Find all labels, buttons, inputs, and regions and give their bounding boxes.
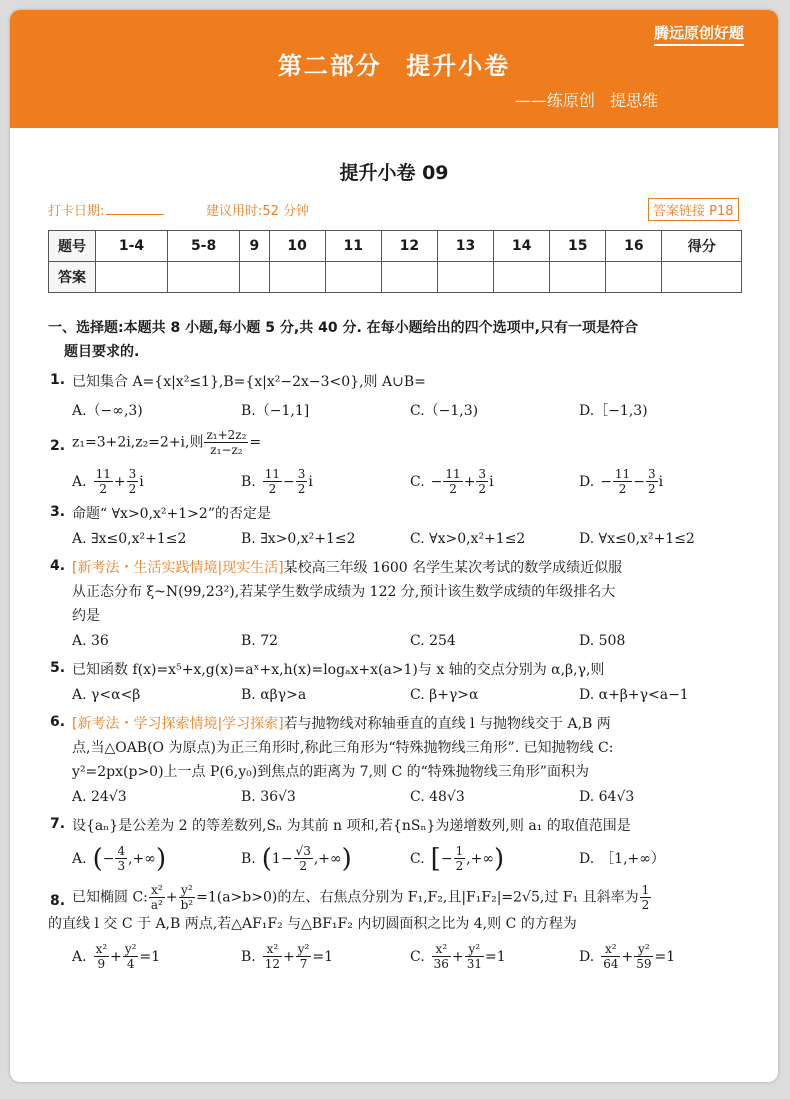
question-number: 4. [50,558,66,574]
question-number: 1. [50,372,66,388]
answer-cell[interactable] [494,262,550,293]
operator: − [633,473,645,490]
question-6 [48,712,748,808]
option-letter: B. [241,473,256,490]
denominator: 9 [97,957,106,971]
fraction [94,467,113,496]
numerator: y² [179,883,196,898]
numerator: y² [297,942,310,956]
answer-cell[interactable] [269,262,325,293]
denominator: 36 [433,957,449,971]
answer-cell[interactable] [606,262,662,293]
imag-unit: i [489,473,494,490]
question-number: 5. [50,660,66,676]
stem-text: 已知椭圆 C: [72,889,148,906]
denominator: 12 [264,957,281,971]
option-letter: B. [241,948,256,965]
stem-text: y²=2px(p>0)上一点 P(6,y₀)到焦点的距离为 7,则 C 的“特殊抛物线三角形”面积为 [72,764,589,780]
denominator: 2 [449,482,457,496]
question-stem: 已知函数 f(x)=x⁵+x,g(x)=aˣ+x,h(x)=logₐx+x(a>1)与 x 轴的交点分别为 α,β,γ,则 [72,662,605,678]
options-row [72,400,748,422]
denominator: b² [180,898,194,912]
fraction [115,844,127,873]
checkin-date [48,200,164,219]
option-c[interactable] [410,844,579,873]
score-cell: 得分 [662,231,742,262]
denominator: 2 [99,482,108,496]
imag-unit: i [308,473,313,490]
answer-cell[interactable] [550,262,606,293]
equals-one: =1 [139,948,161,965]
score-cell: 14 [494,231,550,262]
numerator: x² [263,942,282,957]
imag-unit: i [658,473,664,490]
answer-link[interactable]: 答案链接 P18 [648,198,739,221]
brand-badge: 腾远原创好题 [654,22,744,46]
score-cell: 9 [240,231,269,262]
fraction [646,467,658,496]
main-title: 第二部分 提升小卷 [277,52,511,80]
stem-text: z₁=3+2i,z₂=2+i,则 [72,434,204,451]
interval-tail: ,+∞ [466,850,495,867]
open-paren: ( [261,843,272,874]
option-b[interactable]: B. 36√3 [241,789,296,805]
stem-text: =1(a>b>0)的左、右焦点分别为 F₁,F₂,且|F₁F₂|=2√5,过 F₁ 且斜率为 [196,889,639,906]
option-letter: D. [579,473,595,490]
question-stem: 已知椭圆 C: $\frac{\text{x²}}{\text{a²}}$ + $\frac{\text{y²}}{\text{b²}}$ =1(a>b>0)的左、右焦点分别为 F₁,F₂,且|F₁F₂|=2√5,过 F₁ 且斜率为 $\frac{1}{2}$ [72,883,650,912]
denominator: 2 [268,482,277,496]
numerator: 11 [614,467,631,481]
option-a[interactable]: A. 36 [72,633,109,649]
option-a[interactable] [72,467,241,496]
stem-text: 某校高三年级 1600 名学生某次考试的数学成绩近似服 [283,560,623,576]
denominator: 2 [647,482,656,496]
operator: + [463,473,476,490]
option-letter: C. [410,850,425,867]
operator: − [600,473,612,490]
option-c[interactable]: C.（−1,3) [410,403,479,419]
fraction [432,942,451,971]
close-paren: ) [341,843,352,874]
option-letter: A. [72,473,87,490]
option-a[interactable]: A. 24√3 [72,789,127,805]
score-cell: 5-8 [168,231,240,262]
options-row [72,630,748,652]
question-tag: [新考法・学习探索情境|学习探索] [72,716,284,732]
question-5 [48,658,748,706]
option-b[interactable]: B.（−1,1] [241,403,310,419]
score-cell: 16 [606,231,662,262]
numerator: x² [432,942,451,957]
option-a[interactable]: A.（−∞,3) [72,403,143,419]
fraction [465,942,484,971]
checkin-blank [106,202,164,215]
operator: − [283,473,295,490]
answer-cell[interactable] [381,262,437,293]
numerator: 3 [128,467,137,481]
denominator: 64 [603,957,619,971]
paper-title: 提升小卷 09 [339,162,449,184]
option-b[interactable] [241,467,410,496]
numerator: 3 [297,467,306,481]
answer-cell[interactable] [662,262,742,293]
numerator: √3 [295,844,311,858]
fraction [613,467,632,496]
numerator: x² [601,942,620,957]
denominator: 4 [126,957,135,971]
operator: + [113,473,126,490]
question-8 [48,883,748,971]
denominator: 2 [128,482,137,496]
score-cell: 15 [550,231,606,262]
questions-area [48,316,748,971]
fraction [263,467,282,496]
question-number: 6. [50,714,66,730]
equals-one: =1 [654,948,676,965]
question-stem [72,556,748,628]
option-a[interactable]: A. $\frac{\text{x²}}{9}$ + $\frac{\text{y²}}{4}$ =1 [72,942,161,971]
header-banner [10,10,778,128]
fraction [454,844,466,873]
suggested-time: 建议用时:52 分钟 [206,204,310,219]
question-1 [48,370,748,422]
option-letter: B. [241,850,256,867]
denominator: 2 [299,859,307,873]
option-letter: D. [579,850,595,867]
checkin-label: 打卡日期: [48,204,105,219]
denominator: 59 [636,957,652,971]
interval-tail: ,+∞ [313,850,342,867]
options-row [72,528,748,550]
denominator: 2 [478,482,487,496]
option-b[interactable]: B. ∃x>0,x²+1≤2 [241,531,356,547]
fraction [443,467,462,496]
numerator: 1 [641,883,650,897]
fraction [123,942,139,971]
option-a[interactable]: A. γ<α<β [72,687,141,703]
denominator: 31 [466,957,482,971]
open-bracket: [ [430,843,441,874]
answer-cell[interactable] [168,262,240,293]
options-row [72,786,748,808]
question-number: 8. [50,893,66,909]
numerator: 1 [455,844,464,858]
option-d[interactable]: D. ∀x≤0,x²+1≤2 [579,531,695,547]
close-paren: ) [494,843,505,874]
operator: − [102,850,115,867]
score-table [48,230,742,293]
option-b[interactable]: B. $\frac{\text{x²}}{12}$ + $\frac{\text{y²}}{7}$ =1 [241,942,333,971]
numerator: x² [95,942,108,956]
fraction [640,883,652,912]
stem-text: = [249,434,262,451]
option-letter: C. [410,948,425,965]
denominator: 7 [299,957,308,971]
fraction [204,428,248,457]
numerator: y² [124,942,137,956]
denominator: 2 [618,482,627,496]
numerator: x² [149,883,165,898]
fraction [296,942,312,971]
exam-page [10,10,778,1082]
numerator: z₁+2z₂ [206,428,247,442]
operator: 1− [271,850,293,867]
option-c[interactable] [410,467,579,496]
stem-text: 从正态分布 ξ~N(99,23²),若某学生数学成绩为 122 分,预计该生数学成绩的年级排名大 [72,584,616,600]
section-heading [48,316,748,364]
options-row [72,684,748,706]
answer-cell[interactable] [325,262,381,293]
score-cell: 11 [325,231,381,262]
option-d[interactable]: D. 508 [579,633,626,649]
option-d[interactable]: D. 64√3 [579,789,635,805]
operator: − [430,473,443,490]
score-table-answer-row [49,262,742,293]
question-3 [48,502,748,550]
fraction [149,883,165,912]
slogan: ——练原创 提思维 [514,91,658,110]
numerator: 11 [264,467,281,481]
score-cell: 题号 [49,231,96,262]
numerator: y² [465,942,484,957]
option-b[interactable]: B. αβγ>a [241,687,307,703]
denominator: 2 [641,898,650,912]
numerator: y² [634,942,653,957]
question-stem-cont: 的直线 l 交 C 于 A,B 两点,若△AF₁F₂ 与△BF₁F₂ 内切圆面积之比为 4,则 C 的方程为 [48,916,577,932]
equals-one: =1 [484,948,506,965]
question-7 [48,814,748,873]
interval-text: ［1,+∞） [600,850,665,867]
answer-cell[interactable] [437,262,493,293]
option-a[interactable]: A. ∃x≤0,x²+1≤2 [72,531,187,547]
option-d[interactable]: D.［−1,3) [579,403,648,419]
answer-cell[interactable] [240,262,269,293]
denominator: 3 [117,859,126,873]
option-d[interactable] [579,849,748,869]
stem-text: 约是 [72,608,100,624]
options-row [72,844,748,873]
question-stem: 已知集合 A={x|x²≤1},B={x|x²−2x−3<0},则 A∪B= [72,374,426,390]
fraction [179,883,196,912]
option-letter: A. [72,948,87,965]
stem-text: 若与抛物线对称轴垂直的直线 l 与抛物线交于 A,B 两 [283,716,611,732]
answer-cell[interactable] [96,262,168,293]
score-cell: 13 [437,231,493,262]
question-4 [48,556,748,652]
option-a[interactable] [72,844,241,873]
score-table-header-row [49,231,742,262]
option-c[interactable]: C. 254 [410,633,456,649]
fraction [601,942,620,971]
score-cell: 10 [269,231,325,262]
denominator: 2 [455,859,464,873]
numerator: 3 [478,467,487,481]
section-heading-line1: 一、选择题:本题共 8 小题,每小题 5 分,共 40 分. 在每小题给出的四个选项中,只有一项是符合 [48,320,638,336]
interval-tail: ,+∞ [128,850,156,867]
denominator: z₁−z₂ [210,443,243,457]
question-stem: 命题“ ∀x>0,x²+1>2”的否定是 [72,506,271,522]
question-tag: [新考法・生活实践情境|现实生活] [72,560,284,576]
equals-one: =1 [312,948,333,965]
option-c[interactable]: C. $\frac{\text{x²}}{36}$ + $\frac{\text{y²}}{31}$ =1 [410,942,506,971]
option-d[interactable] [579,467,748,496]
option-b[interactable]: B. 72 [241,633,279,649]
fraction [263,942,282,971]
numerator: 11 [445,467,461,481]
option-c[interactable]: C. 48√3 [410,789,465,805]
numerator: 4 [117,844,126,858]
imag-unit: i [139,473,144,490]
operator: − [440,850,453,867]
answer-row-label: 答案 [49,262,96,293]
numerator: 3 [647,467,656,481]
option-c[interactable]: C. ∀x>0,x²+1≤2 [410,531,526,547]
option-letter: D. [579,948,595,965]
options-row [72,942,748,971]
option-letter: C. [410,473,425,490]
question-stem: 设{aₙ}是公差为 2 的等差数列,Sₙ 为其前 n 项和,若{nSₙ}为递增数列,则 a₁ 的取值范围是 [72,818,631,834]
fraction [634,942,653,971]
question-2 [48,428,748,496]
open-paren: ( [92,843,103,874]
option-b[interactable] [241,844,410,873]
fraction [476,467,488,496]
fraction [127,467,139,496]
option-c[interactable]: C. β+γ>α [410,687,479,703]
fraction [296,467,308,496]
question-number: 7. [50,816,66,832]
question-stem [72,428,748,457]
question-stem [72,712,748,784]
denominator: a² [150,898,163,912]
numerator: 11 [95,467,111,481]
fraction [94,942,110,971]
option-d[interactable]: D. α+β+γ<a−1 [579,687,689,703]
score-cell: 1-4 [96,231,168,262]
question-number: 3. [50,504,66,520]
option-d[interactable]: D. $\frac{\text{x²}}{64}$ + $\frac{\text{y²}}{59}$ =1 [579,942,676,971]
option-letter: A. [72,850,87,867]
score-cell: 12 [381,231,437,262]
section-heading-line2: 题目要求的. [64,344,140,360]
question-number: 2. [50,438,66,454]
close-paren: ) [155,843,167,874]
options-row [72,467,748,496]
stem-text: 点,当△OAB(O 为原点)为正三角形时,称此三角形为“特殊抛物线三角形”. 已知抛物线 C: [72,740,614,756]
denominator: 2 [297,482,306,496]
fraction [294,844,313,873]
